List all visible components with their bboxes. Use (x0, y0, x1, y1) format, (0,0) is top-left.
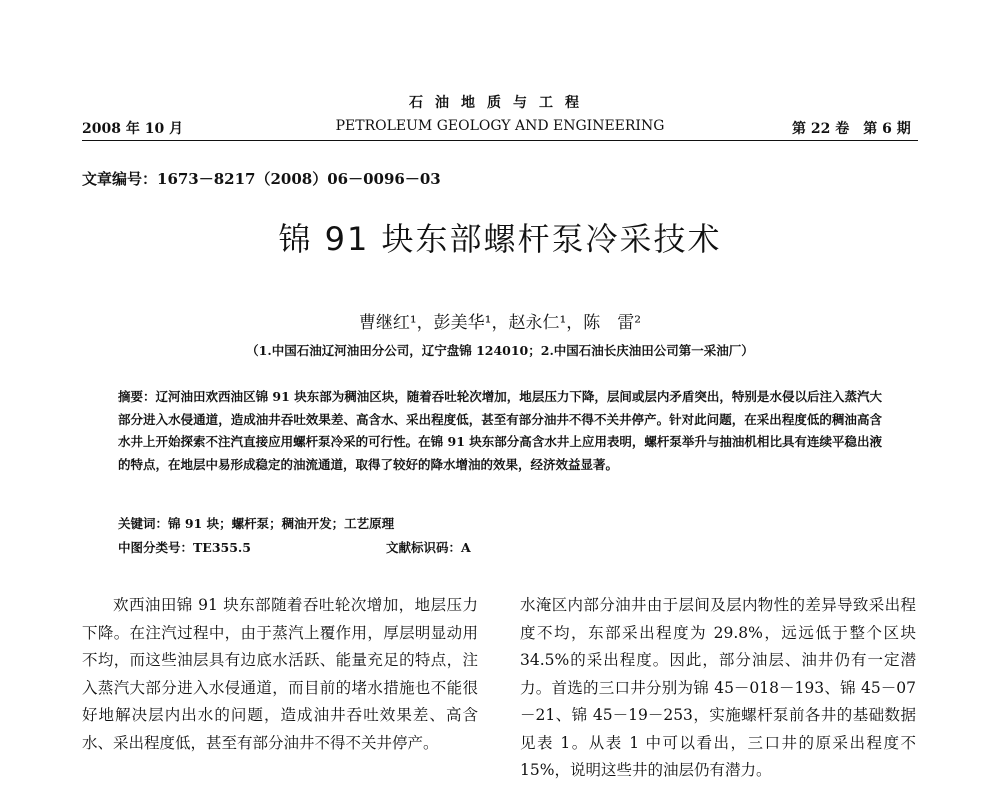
document-code: 文献标识码：A (386, 540, 471, 555)
journal-title-cn: 石油地质与工程 (409, 95, 591, 111)
body-column-left: 欢西油田锦 91 块东部随着吞吐轮次增加，地层压力下降。在注汽过程中，由于蒸汽上覆作用，厚层明显动用不均，而这些油层具有边底水活跃、能量充足的特点，注入蒸汽大部分进入水侵通道，而目前的堵水措施也不能很好地解决层内出水的问题，造成油井吞吐效果差、高含水、采出程度低，甚至有部分油井不得不关井停产。 (82, 596, 478, 752)
header-rule (82, 140, 918, 141)
article-title: 锦 91 块东部螺杆泵冷采技术 (278, 220, 722, 258)
article-number: 文章编号：1673－8217（2008）06－0096－03 (82, 170, 441, 188)
keywords: 关键词：锦 91 块；螺杆泵；稠油开发；工艺原理 (118, 516, 395, 531)
journal-title-en: PETROLEUM GEOLOGY AND ENGINEERING (335, 118, 665, 134)
affiliations: （1.中国石油辽河油田分公司，辽宁盘锦 124010；2.中国石油长庆油田公司第一采油厂） (246, 343, 754, 358)
issue-date: 2008 年 10 月 (82, 121, 184, 137)
abstract: 摘要：辽河油田欢西油区锦 91 块东部为稠油区块，随着吞吐轮次增加，地层压力下降，层间或层内矛盾突出，特别是水侵以后注入蒸汽大部分进入水侵通道，造成油井吞吐效果差、高含水、采出程度低，甚至有部分油井不得不关井停产。针对此问题，在采出程度低的稠油高含水井上开始探索不注汽直接应用螺杆泵冷采的可行性。在锦 91 块东部分高含水井上应用表明，螺杆泵举升与抽油机相比具有连续平稳出液的特点，在地层中易形成稳定的油流通道，取得了较好的降水增油的效果，经济效益显著。 (118, 389, 882, 473)
classification-number: 中图分类号：TE355.5 (118, 540, 251, 555)
authors: 曹继红¹，彭美华¹，赵永仁¹，陈 雷² (358, 313, 642, 333)
body-column-right: 水淹区内部分油井由于层间及层内物性的差异导致采出程度不均，东部采出程度为 29.8%，远远低于整个区块 34.5%的采出程度。因此，部分油层、油井仍有一定潜力。首选的三口井分别为锦 45－018－193、锦 45－07－21、锦 45－19－253，实施螺杆泵前各井的基础数据见表 1。从表 1 中可以看出，三口井的原采出程度不 15%，说明这些井的油层仍有潜力。 (520, 596, 916, 779)
volume-issue: 第 22 卷 第 6 期 (792, 121, 911, 137)
